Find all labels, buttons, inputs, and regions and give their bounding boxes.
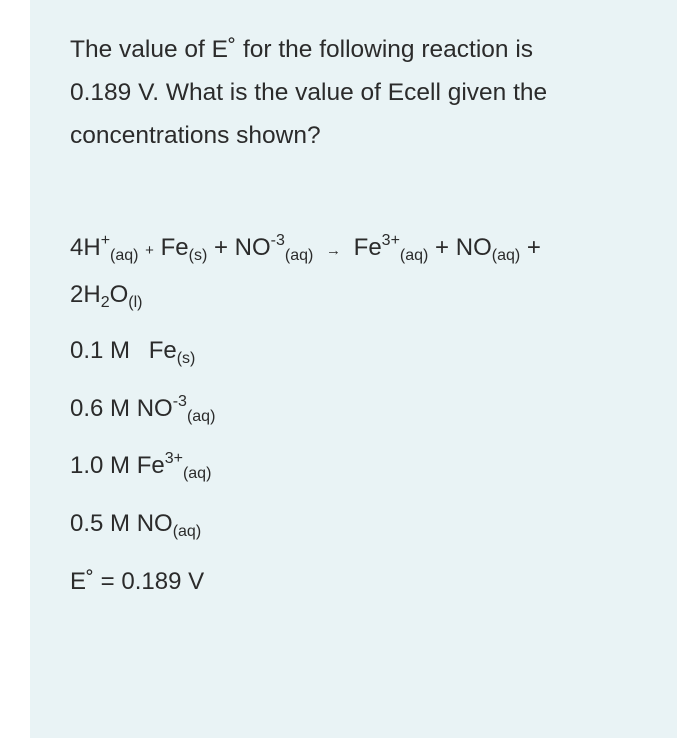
reactant-h: 4H: [70, 234, 101, 261]
no3-state: (aq): [284, 247, 314, 264]
fe3-state: (aq): [399, 247, 429, 264]
no3-conc-charge: -3: [172, 393, 187, 410]
question-text: [70, 28, 650, 157]
reactant-fe: Fe: [160, 234, 189, 261]
concentration-no: [70, 510, 201, 538]
no-amount: 0.5 M NO: [70, 510, 173, 537]
no-conc-state: (aq): [172, 523, 202, 540]
equation-line-2: [70, 273, 670, 317]
product-water: 2H: [70, 281, 101, 308]
plus-sign: +: [526, 234, 541, 261]
reaction-arrow: →: [325, 242, 341, 259]
product-fe3: Fe: [353, 234, 382, 261]
no3-conc-state: (aq): [186, 408, 216, 425]
equation-line-1: [70, 226, 670, 273]
fe-species-state: (s): [176, 350, 196, 367]
plus-sign: +: [145, 242, 154, 259]
no-state: (aq): [491, 247, 521, 264]
concentration-fe: [70, 337, 195, 365]
product-no: NO: [455, 234, 492, 261]
fe-amount: 0.1 M: [70, 337, 131, 364]
plus-sign: +: [213, 234, 228, 261]
question-line-2: 0.189 V. What is the value of Ecell given the: [70, 79, 548, 106]
h-state: (aq): [110, 247, 139, 264]
concentration-no3: [70, 395, 215, 423]
standard-potential: E˚ = 0.189 V: [70, 568, 205, 595]
no3-charge: -3: [270, 232, 285, 249]
plus-sign: +: [435, 234, 450, 261]
water-state: (l): [128, 294, 143, 311]
fe3-charge: 3+: [381, 232, 400, 249]
h-charge: +: [100, 232, 111, 249]
fe3-conc-charge: 3+: [164, 450, 183, 467]
no3-amount: 0.6 M NO: [70, 395, 173, 422]
fe-species: Fe: [148, 337, 177, 364]
fe3-amount: 1.0 M Fe: [70, 452, 165, 479]
fe3-conc-state: (aq): [182, 465, 212, 482]
water-o: O: [109, 281, 129, 308]
reaction-equation: [70, 226, 670, 317]
water-h-count: 2: [100, 294, 110, 311]
question-line-3: concentrations shown?: [70, 122, 321, 149]
question-line-1: The value of E˚ for the following reaction is: [70, 36, 534, 63]
reactant-no3: NO: [234, 234, 271, 261]
fe-state: (s): [188, 247, 208, 264]
concentration-fe3: [70, 452, 211, 480]
